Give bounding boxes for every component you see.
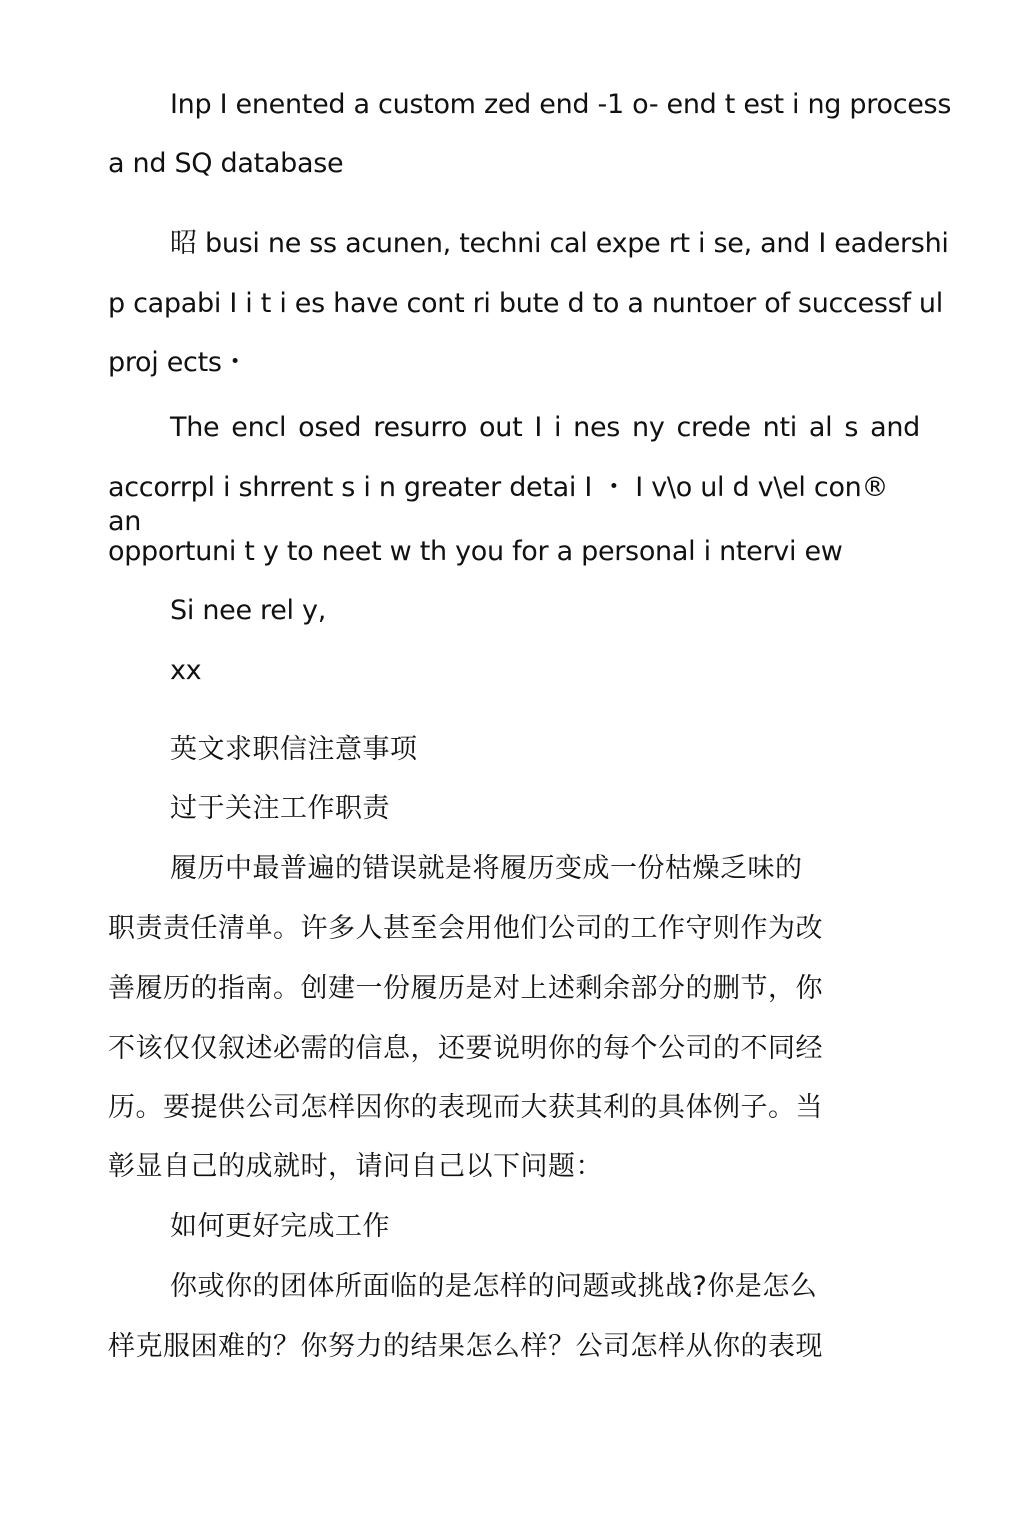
paragraph-line: 履历中最普遍的错误就是将履历变成一份枯燥乏味的: [170, 853, 803, 884]
paragraph-line: 历。要提供公司怎样因你的表现而大获其利的具体例子。当: [108, 1092, 823, 1123]
paragraph-line: The encl osed resurro out I i nes ny crede nti al s and: [170, 412, 920, 443]
paragraph-line: 职责责任清单。许多人甚至会用他们公司的工作守则作为改: [108, 913, 823, 944]
paragraph-line: a nd SQ database: [108, 148, 344, 179]
paragraph-line: opportuni t y to neet w th you for a personal i ntervi ew: [108, 536, 843, 567]
paragraph-line: proj ects・: [108, 347, 249, 378]
paragraph-line: 彰显自己的成就时，请问自己以下问题：: [108, 1151, 603, 1182]
section-heading: 如何更好完成工作: [170, 1211, 390, 1242]
paragraph-line: p capabi I i t i es have cont ri bute d to a nuntoer of successf ul: [108, 288, 943, 319]
closing-line: Si nee rel y,: [170, 595, 327, 626]
paragraph-line: 善履历的指南。创建一份履历是对上述剩余部分的删节，你: [108, 973, 823, 1004]
paragraph-line: 不该仅仅叙述必需的信息，还要说明你的每个公司的不同经: [108, 1033, 823, 1064]
paragraph-line: accorrpl i shrrent s i n greater detai I ・ I v\o ul d v\el con® an: [108, 472, 889, 537]
paragraph-line: 你或你的团体所面临的是怎样的问题或挑战?你是怎么: [170, 1271, 818, 1302]
section-heading: 过于关注工作职责: [170, 793, 390, 824]
section-heading: 英文求职信注意事项: [170, 734, 418, 765]
paragraph-line: Inp I enented a custom zed end -1 o- end t est i ng process: [170, 89, 952, 120]
paragraph-line: 样克服困难的？你努力的结果怎么样？公司怎样从你的表现: [108, 1331, 823, 1362]
signature-line: xx: [170, 655, 202, 686]
paragraph-line: 昭 busi ne ss acunen, techni cal expe rt i se, and I eadershi: [170, 228, 949, 259]
